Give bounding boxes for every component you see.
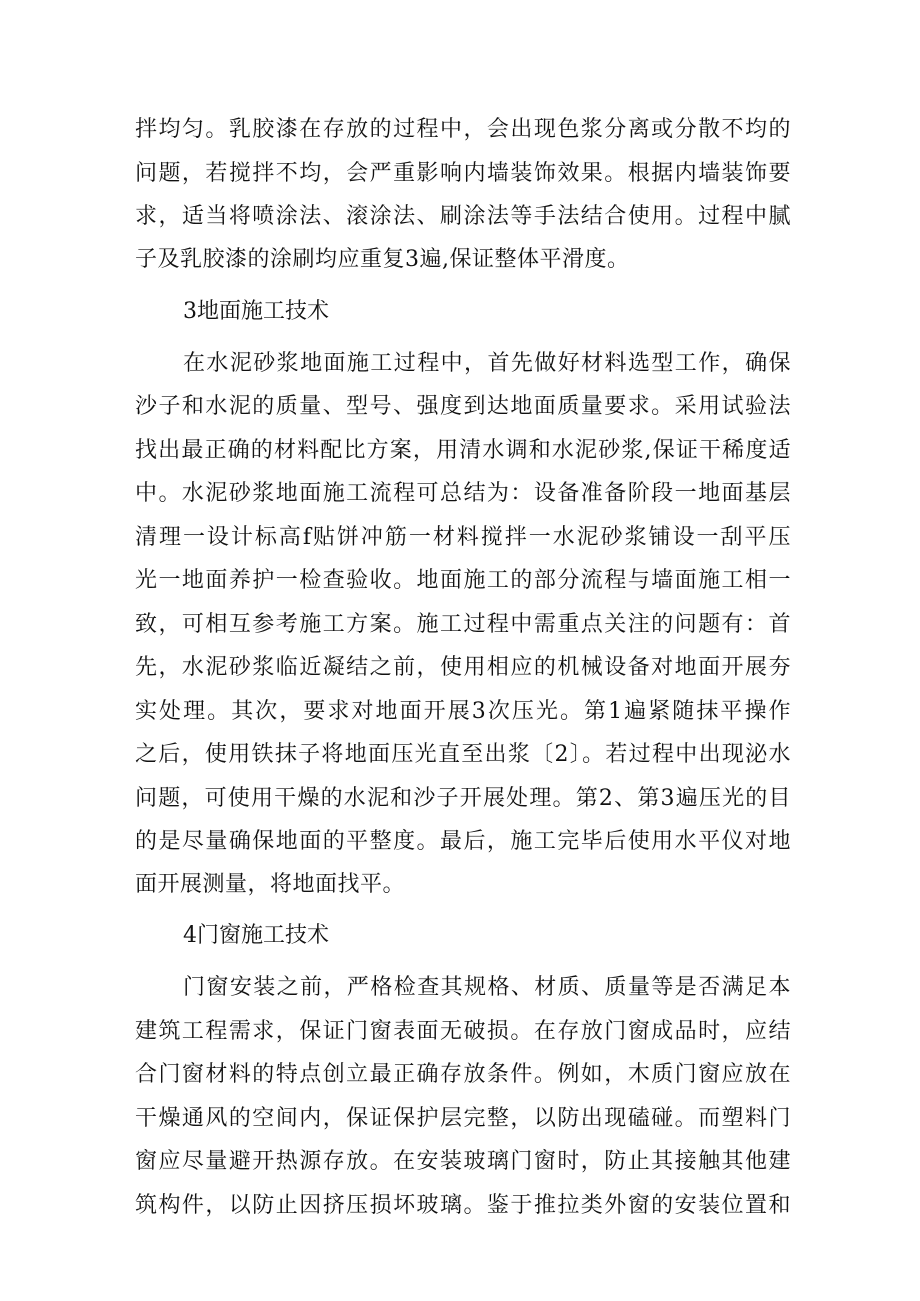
paragraph-line: 合门窗材料的特点创立最正确存放条件。例如，木质门窗应放在 — [135, 1062, 791, 1087]
paragraph-line: 建筑工程需求，保证门窗表面无破损。在存放门窗成品时，应结 — [135, 1019, 791, 1044]
section-heading-doors-windows: 4门窗施工技术 — [183, 923, 329, 948]
paragraph-line: 面开展测量，将地面找平。 — [135, 872, 406, 897]
paragraph-line: 问题，可使用干燥的水泥和沙子开展处理。第2、第3遍压光的目 — [135, 786, 791, 811]
paragraph-line: 光一地面养护一检查验收。地面施工的部分流程与墙面施工相一 — [135, 568, 791, 593]
paragraph-line: 清理一设计标高f贴饼冲筋一材料搅拌一水泥砂浆铺设一刮平压 — [135, 525, 791, 550]
paragraph-line: 求，适当将喷涂法、滚涂法、刷涂法等手法结合使用。过程中腻 — [135, 204, 791, 229]
paragraph-line: 沙子和水泥的质量、型号、强度到达地面质量要求。采用试验法 — [135, 394, 791, 419]
paragraph-line: 致，可相互参考施工方案。施工过程中需重点关注的问题有：首 — [135, 612, 791, 637]
paragraph-line: 之后，使用铁抹子将地面压光直至出浆〔2〕。若过程中出现泌水 — [135, 742, 791, 767]
section-heading-floor: 3地面施工技术 — [183, 299, 329, 324]
paragraph-line: 中。水泥砂浆地面施工流程可总结为：设备准备阶段一地面基层 — [135, 481, 791, 506]
paragraph-line: 拌均匀。乳胶漆在存放的过程中，会出现色浆分离或分散不均的 — [135, 117, 791, 142]
paragraph-line: 门窗安装之前，严格检查其规格、材质、质量等是否满足本 — [183, 975, 791, 1000]
paragraph-line: 问题，若搅拌不均，会严重影响内墙装饰效果。根据内墙装饰要 — [135, 161, 791, 186]
paragraph-line: 窗应尽量避开热源存放。在安装玻璃门窗时，防止其接触其他建 — [135, 1149, 791, 1174]
paragraph-line: 先，水泥砂浆临近凝结之前，使用相应的机械设备对地面开展夯 — [135, 655, 791, 680]
paragraph-line: 找出最正确的材料配比方案，用清水调和水泥砂浆,保证干稀度适 — [135, 438, 791, 463]
paragraph-line: 在水泥砂浆地面施工过程中，首先做好材料选型工作，确保 — [183, 351, 791, 376]
paragraph-line: 筑构件，以防止因挤压损坏玻璃。鉴于推拉类外窗的安装位置和 — [135, 1193, 791, 1218]
paragraph-line: 干燥通风的空间内，保证保护层完整，以防出现磕碰。而塑料门 — [135, 1106, 791, 1131]
paragraph-line: 实处理。其次，要求对地面开展3次压光。第1遍紧随抹平操作 — [135, 699, 791, 724]
paragraph-line: 子及乳胶漆的涂刷均应重复3遍,保证整体平滑度。 — [135, 247, 630, 272]
paragraph-line: 的是尽量确保地面的平整度。最后，施工完毕后使用水平仪对地 — [135, 829, 791, 854]
